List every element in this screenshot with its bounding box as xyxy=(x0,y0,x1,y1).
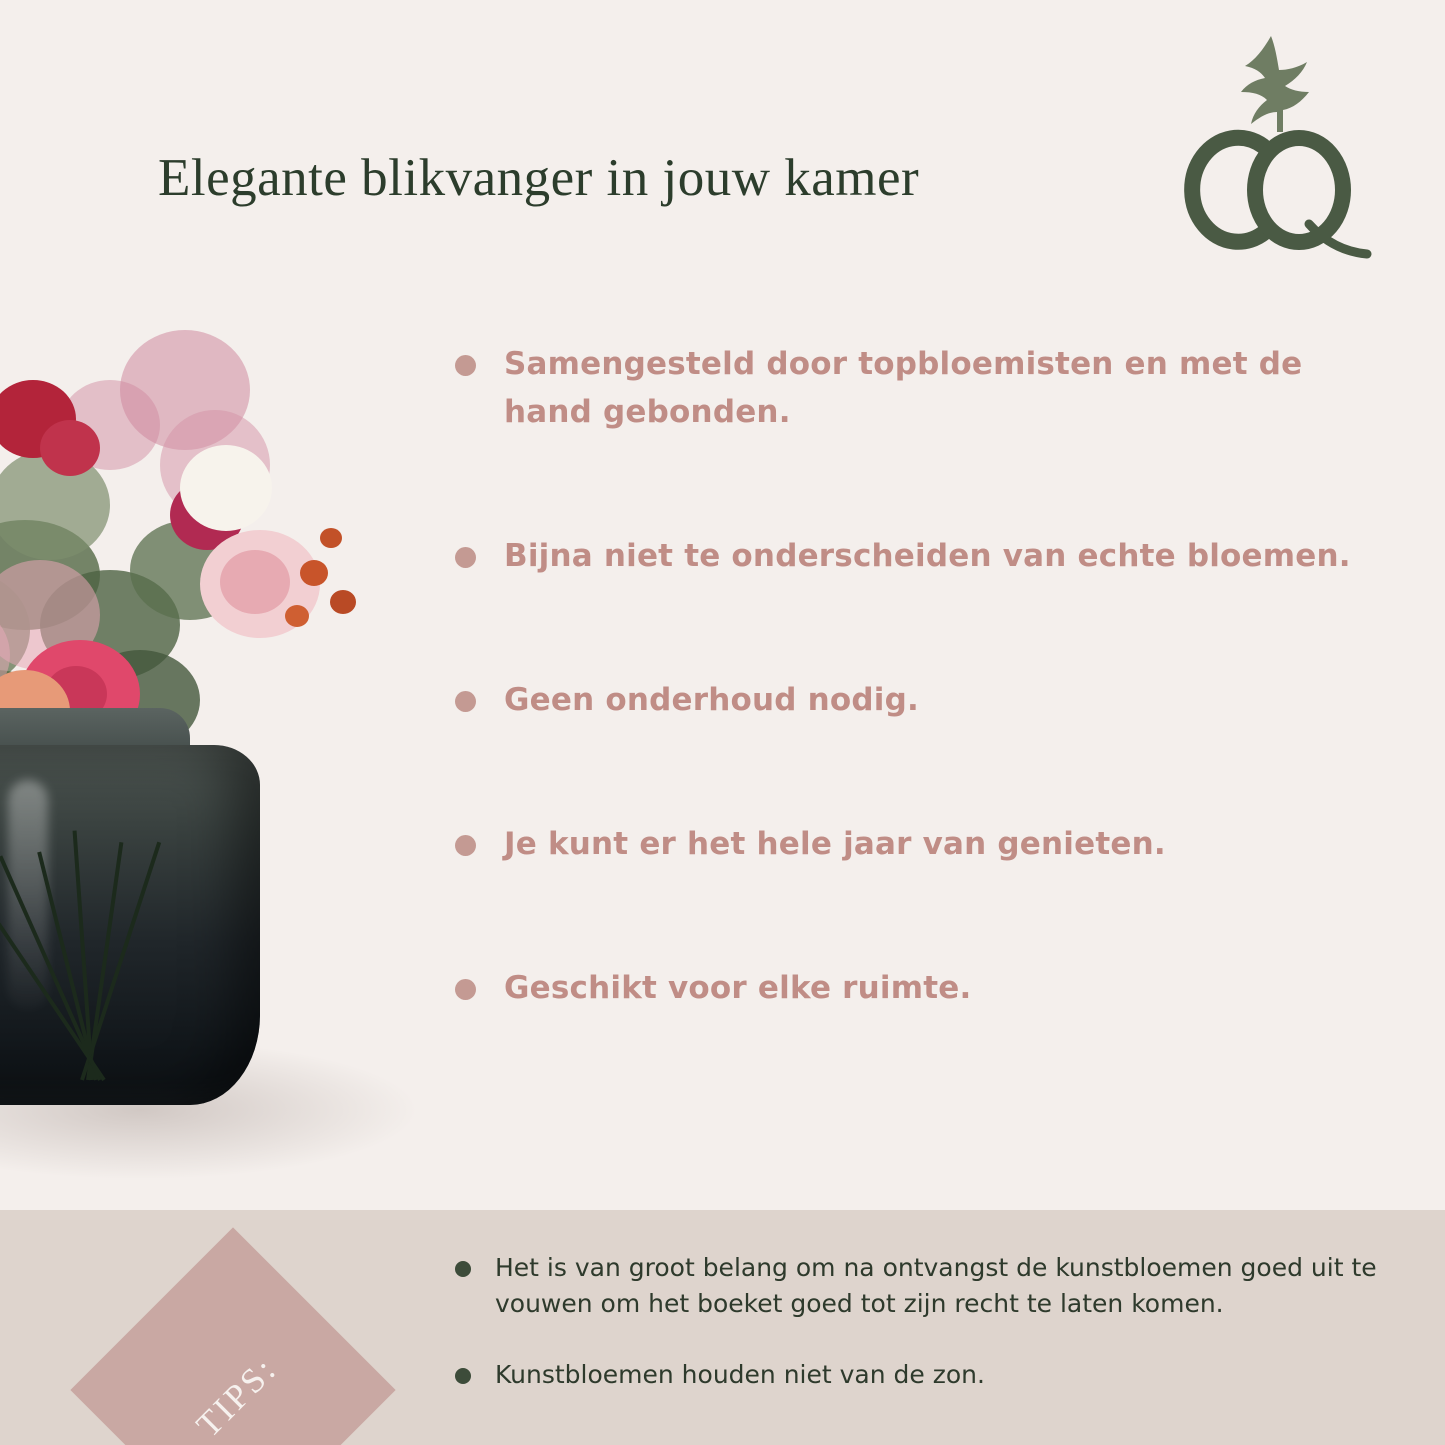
tip-text: Kunstbloemen houden niet van de zon. xyxy=(495,1359,985,1389)
list-item xyxy=(455,964,1385,1012)
list-item xyxy=(455,1357,1390,1393)
bullet-icon xyxy=(455,1368,471,1384)
bullet-icon xyxy=(455,547,476,568)
bullet-icon xyxy=(455,1261,471,1277)
benefits-list xyxy=(455,340,1385,1012)
benefit-text: Je kunt er het hele jaar van genieten. xyxy=(504,826,1166,863)
benefit-text: Samengesteld door topbloemisten en met de hand gebonden. xyxy=(504,346,1303,431)
monogram-cq xyxy=(1192,138,1367,254)
bullet-icon xyxy=(455,979,476,1000)
product-image xyxy=(0,240,420,1210)
benefit-text: Geen onderhoud nodig. xyxy=(504,682,919,719)
list-item xyxy=(455,820,1385,868)
tips-list xyxy=(455,1250,1390,1427)
list-item xyxy=(455,340,1385,436)
list-item xyxy=(455,1250,1390,1323)
benefit-text: Bijna niet te onderscheiden van echte bloemen. xyxy=(504,538,1351,575)
tips-label: TIPS: xyxy=(188,1348,285,1445)
brand-logo xyxy=(1159,28,1389,268)
tip-text: Het is van groot belang om na ontvangst de kunstbloemen goed uit te vouwen om het boeket goed tot zijn recht te laten komen. xyxy=(495,1253,1377,1319)
bullet-icon xyxy=(455,355,476,376)
list-item xyxy=(455,676,1385,724)
benefit-text: Geschikt voor elke ruimte. xyxy=(504,970,972,1007)
list-item xyxy=(455,532,1385,580)
bullet-icon xyxy=(455,691,476,712)
tips-band xyxy=(0,1210,1445,1445)
page-title: Elegante blikvanger in jouw kamer xyxy=(158,149,920,207)
oak-leaf-icon xyxy=(1241,36,1309,132)
bullet-icon xyxy=(455,835,476,856)
stems xyxy=(0,780,170,1080)
